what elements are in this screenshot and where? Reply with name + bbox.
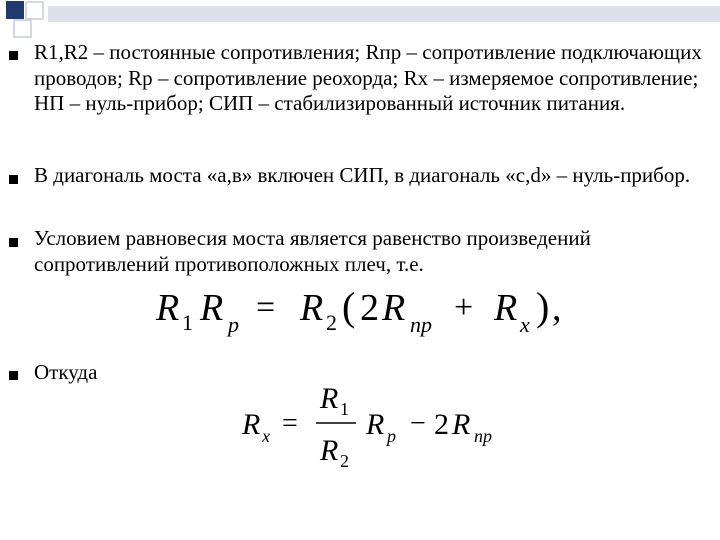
decor-square-dark — [6, 1, 24, 19]
decor-square-outline-1 — [26, 2, 43, 19]
bullet-text-2: В диагональ моста «а,в» включен СИП, в диагональ «с,d» – нуль-прибор. — [34, 163, 691, 187]
eq1-open-paren: ( — [342, 284, 356, 329]
eq1-sub-x: x — [520, 312, 530, 337]
eq1-comma: , — [552, 287, 562, 329]
eq1-Rnp: R — [382, 287, 406, 329]
eq1-sub-np: пр — [410, 312, 432, 337]
bullet-marker-2 — [9, 175, 18, 184]
bullet-text-4: Откуда — [34, 360, 98, 384]
eq2-sub-1: 1 — [340, 399, 349, 419]
eq2-equals: = — [282, 408, 298, 439]
eq1-equals: = — [256, 289, 276, 326]
eq2-Rx: R — [242, 408, 261, 441]
eq2-sub-x: x — [262, 426, 270, 446]
eq1-sub-2: 2 — [326, 310, 337, 335]
decor-bar — [48, 6, 720, 22]
eq1-R1: R — [156, 287, 180, 329]
eq2-sub-p: p — [387, 426, 396, 446]
bridge-balance-equation — [140, 270, 600, 350]
eq1-R2: R — [300, 287, 324, 329]
bullet-text-3: Условием равновесия моста является равенство произведений сопротивлений противоположных плеч, т.е. — [34, 226, 591, 276]
eq2-sub-2: 2 — [340, 451, 349, 471]
eq2-sub-np: пр — [474, 426, 492, 446]
rx-formula — [230, 378, 530, 478]
eq1-sub-1: 1 — [182, 310, 193, 335]
eq2-numerator-R1: R — [320, 382, 339, 415]
eq2-denominator-R2: R — [320, 434, 339, 467]
eq1-Rp: R — [200, 287, 224, 329]
eq1-plus: + — [454, 289, 474, 326]
bullet-marker-4 — [9, 371, 18, 380]
eq2-Rp: R — [366, 408, 385, 441]
eq2-minus: − — [410, 408, 426, 439]
bullet-marker-1 — [9, 51, 18, 60]
eq1-two: 2 — [360, 287, 379, 329]
eq1-Rx: R — [494, 287, 518, 329]
bullet-marker-3 — [9, 238, 18, 247]
eq1-close-paren: ) — [536, 284, 550, 329]
header-decoration — [0, 0, 720, 40]
decor-square-outline-2 — [14, 20, 31, 37]
eq1-sub-p: p — [228, 312, 239, 337]
eq2-Rnp: R — [452, 408, 471, 441]
eq2-two: 2 — [434, 408, 449, 441]
bullet-text-1: R1,R2 – постоянные сопротивления; Rпр – сопротивление подключающих проводов; Rр – сопротивление реохорда; Rх – измеряемое сопротивление; НП – нуль-прибор; СИП – стабилизированный источник питания. — [34, 40, 702, 116]
